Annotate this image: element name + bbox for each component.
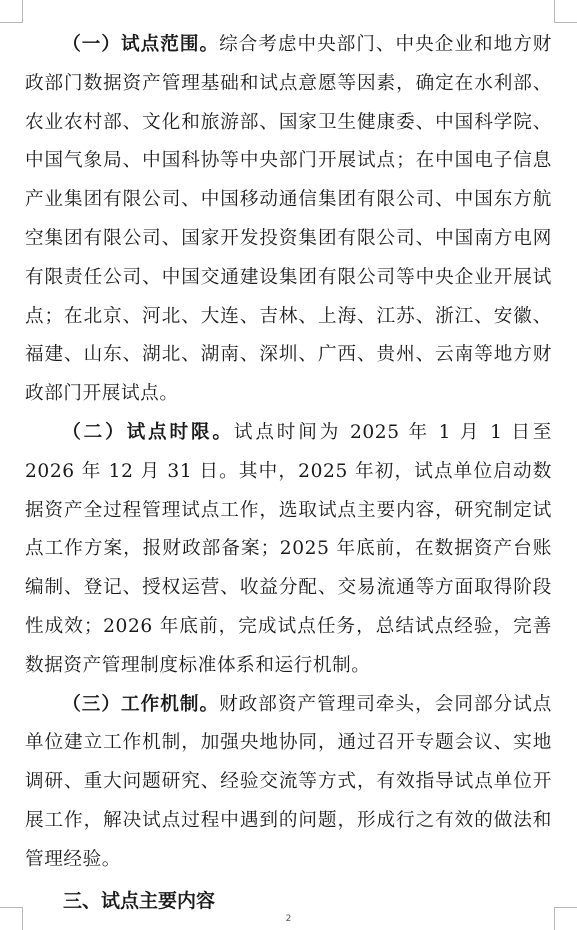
paragraph-lead: （三）工作机制。 bbox=[62, 693, 220, 715]
paragraph-lead: （二）试点时限。 bbox=[62, 421, 234, 443]
page-number: 2 bbox=[285, 914, 292, 924]
paragraph-pilot-scope bbox=[25, 26, 552, 414]
paragraph-lead: （一）试点范围。 bbox=[62, 34, 220, 55]
crop-mark-top-right bbox=[554, 0, 577, 23]
paragraph-text: 综合考虑中央部门、中央企业和地方财政部门数据资产管理基础和试点意愿等因素，确定在水利部、农业农村部、文化和旅游部、国家卫生健康委、中国科学院、中国气象局、中国科协等中央部门开展试点；在中国电子信息产业集团有限公司、中国移动通信集团有限公司、中国东方航空集团有限公司、国家开发投资集团有限公司、中国南方电网有限责任公司、中国交通建设集团有限公司等中央企业开展试点；在北京、河北、大连、吉林、上海、江苏、浙江、安徽、福建、山东、湖北、湖南、深圳、广西、贵州、云南等地方财政部门开展试点。 bbox=[25, 34, 552, 405]
section-heading: 三、试点主要内容 bbox=[63, 889, 216, 912]
paragraph-text: 财政部资产管理司牵头，会同部分试点单位建立工作机制，加强央地协同，通过召开专题会议、实地调研、重大问题研究、经验交流等方式，有效指导试点单位开展工作，解决试点过程中遇到的问题，形成行之有效的做法和管理经验。 bbox=[25, 693, 552, 870]
paragraph-work-mechanism bbox=[25, 686, 552, 880]
crop-mark-top-left bbox=[0, 0, 23, 23]
paragraph-pilot-period bbox=[25, 414, 552, 686]
paragraph-text: 试点时间为 2025 年 1 月 1 日至 2026 年 12 月 31 日。其中，2025 年初，试点单位启动数据资产全过程管理试点工作，选取试点主要内容，研究制定试点工作方案，报财政部备案；2025 年底前，在数据资产台账编制、登记、授权运营、收益分配、交易流通等方面取得阶段性成效；2026 年底前，完成试点任务，总结试点经验，完善数据资产管理制度标准体系和运行机制。 bbox=[25, 421, 552, 676]
document-body bbox=[25, 26, 552, 920]
